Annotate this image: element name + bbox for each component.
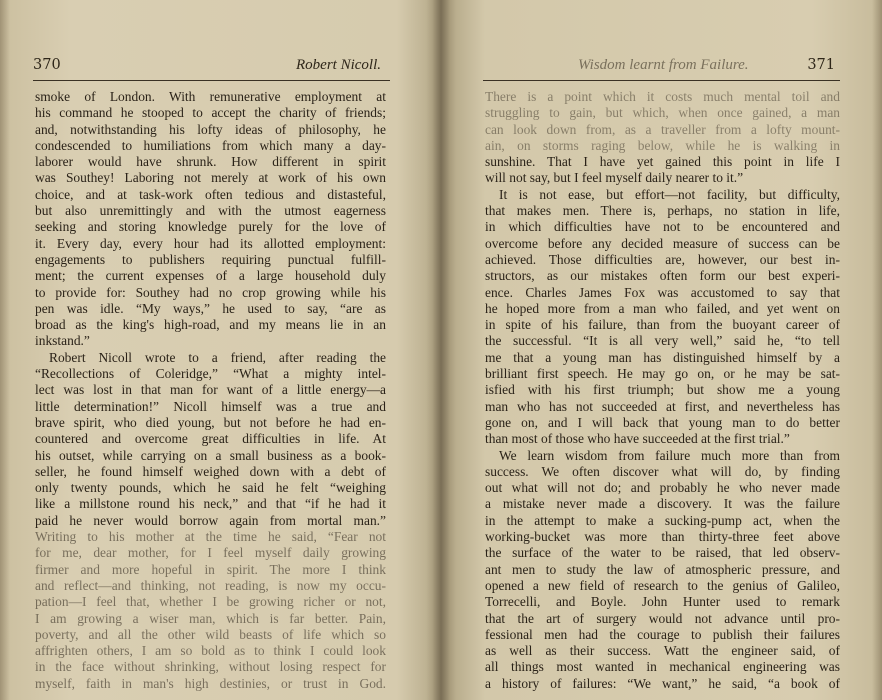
text-line: achieved. Those difficulties are, however, our best in- — [485, 251, 840, 267]
text-line: a history of failures: “We want,” he said, “a book of — [485, 675, 840, 691]
text-line: myself, faith in man's high destinies, or trust in God. — [35, 675, 386, 691]
text-line: only twenty pounds, which he said he felt “weighing — [35, 480, 386, 496]
text-line: brave spirit, who died young, but not before he had en- — [35, 414, 386, 430]
text-line: engagements to publishers requiring punctual fulfill- — [35, 251, 386, 267]
right-page-edge — [872, 0, 882, 700]
text-line: struggling to gain, but which, when once gained, a man — [485, 105, 840, 121]
text-line: Torrecelli, and Boyle. John Hunter used to remark — [485, 594, 840, 610]
text-line: man who has not succeeded at first, and nevertheless has — [485, 398, 840, 414]
text-line: in the face without shrinking, without losing respect for — [35, 659, 386, 675]
left-header-rule — [33, 80, 390, 81]
text-line: lect was lost in that man for want of a little energy—a — [35, 382, 386, 398]
text-line: smoke of London. With remunerative employment at — [35, 89, 386, 104]
text-line: out what will not do; and probably he who never made — [485, 480, 840, 496]
text-line: “Recollections of Coleridge,” “What a mighty intel- — [35, 366, 386, 382]
right-page-text — [485, 89, 840, 692]
text-line: that makes men. There is, perhaps, no station in life, — [485, 203, 840, 219]
text-line: can look down from, as a traveller from a lofty mount- — [485, 121, 840, 137]
text-line: laborer would have shrunk. How different in spirit — [35, 154, 386, 170]
text-line: isfied with his first triumph; but show me a young — [485, 382, 840, 398]
text-line: seeking and storing knowledge purely for the love of — [35, 219, 386, 235]
left-page-text — [35, 89, 386, 692]
text-line: a mistake never made a discovery. It was the failure — [485, 496, 840, 512]
left-running-title: Robert Nicoll. — [296, 57, 381, 73]
text-line: that the art of surgery would not advance until pro- — [485, 610, 840, 626]
text-line: Writing to his mother at the time he said, “Fear not — [35, 529, 386, 545]
left-page-header — [33, 57, 381, 77]
text-line: ain, on storms raging below, while he is walking in — [485, 137, 840, 153]
text-line: his outset, while carrying on a small business as a book- — [35, 447, 386, 463]
text-line: and reflect—and thinking, not reading, is now my occu- — [35, 577, 386, 593]
text-line: brilliant first speech. He may go on, or he may be sat- — [485, 366, 840, 382]
text-line: was Southey! Laboring not merely at work of his own — [35, 170, 386, 186]
text-line: ence. Charles James Fox was accustomed to say that — [485, 284, 840, 300]
right-running-title: Wisdom learnt from Failure. — [578, 57, 749, 73]
text-line: success. We often discover what will do, by finding — [485, 463, 840, 479]
text-line: the successful. “It is all very well,” said he, “to tell — [485, 333, 840, 349]
text-line: poverty, and all the other wild beasts of life which so — [35, 626, 386, 642]
text-line: sunshine. That I have yet gained this point in life I — [485, 154, 840, 170]
text-line: he hoped more from a man who failed, and yet went on — [485, 300, 840, 316]
text-line: structors, as our mistakes often form our best experi- — [485, 268, 840, 284]
left-page — [0, 0, 440, 700]
text-line: to provide for: Southey had no crop growing while his — [35, 284, 386, 300]
text-line: as well as their success. Watt the engineer said, of — [485, 643, 840, 659]
text-line: working-bucket was more than thirty-three feet above — [485, 529, 840, 545]
text-line: paid he never would borrow again from mortal man.” — [35, 512, 386, 528]
text-line: ant men to study the law of atmospheric pressure, and — [485, 561, 840, 577]
text-line: pation—I feel that, whether I be growing richer or not, — [35, 594, 386, 610]
text-line: broad as the king's high-road, and my means lie in an — [35, 317, 386, 333]
text-line: in the attempt to make a sucking-pump act, when the — [485, 512, 840, 528]
text-line: ment; the current expenses of a large household duly — [35, 268, 386, 284]
text-line: opened a new field of research to the genius of Galileo, — [485, 577, 840, 593]
text-line: countered and overcome great difficulties in life. At — [35, 431, 386, 447]
right-page-header — [578, 57, 835, 77]
text-line: his command he stooped to accept the charity of friends; — [35, 105, 386, 121]
text-line: than most of those who have succeeded at the first trial.” — [485, 431, 790, 447]
text-line: the surface of the water to be raised, that led observ- — [485, 545, 840, 561]
text-line: Robert Nicoll wrote to a friend, after reading the — [49, 349, 386, 365]
text-line: firmer and more hopeful in spirit. The more I think — [35, 561, 386, 577]
right-page — [443, 0, 882, 700]
text-line: pen was idle. “My ways,” he used to say, “are as — [35, 300, 386, 316]
text-line: inkstand.” — [35, 333, 90, 349]
text-line: in which difficulties have not to be encountered and — [485, 219, 840, 235]
text-line: There is a point which it costs much mental toil and — [485, 89, 840, 104]
text-line: affrighten others, I am so bold as to think I could look — [35, 643, 386, 659]
text-line: but also unremittingly and with the utmost eagerness — [35, 203, 386, 219]
text-line: I am growing a wiser man, which is far better. Pain, — [35, 610, 386, 626]
text-line: It is not ease, but effort—not facility, but difficulty, — [499, 186, 840, 202]
text-line: fessional men had the courage to publish their failures — [485, 626, 840, 642]
text-line: seller, he found himself weighed down with a debt of — [35, 463, 386, 479]
text-line: all things most wanted in mechanical engineering was — [485, 659, 840, 675]
text-line: it. Every day, every hour had its allotted employment: — [35, 235, 386, 251]
text-line: and, notwithstanding his lofty ideas of philosophy, he — [35, 121, 386, 137]
left-page-number: 370 — [33, 57, 61, 73]
text-line: in spite of his failure, than from the buoyant career of — [485, 317, 840, 333]
right-page-number: 371 — [807, 57, 835, 73]
text-line: overcome before any decided measure of success can be — [485, 235, 840, 251]
right-header-rule — [483, 80, 840, 81]
text-line: little determination!” Nicoll himself was a true and — [35, 398, 386, 414]
text-line: for me, dear mother, for I feel myself daily growing — [35, 545, 386, 561]
text-line: gone on, and I will back that young man to do better — [485, 414, 840, 430]
text-line: We learn wisdom from failure much more than from — [499, 447, 840, 463]
text-line: me that a young man has distinguished himself by a — [485, 349, 840, 365]
text-line: choice, and at task-work often tedious and distasteful, — [35, 186, 386, 202]
text-line: like a millstone round his neck,” and that “if he had it — [35, 496, 386, 512]
text-line: will not say, but I feel myself daily nearer to it.” — [485, 170, 744, 186]
text-line: condescended to humiliations from which many a day- — [35, 137, 386, 153]
